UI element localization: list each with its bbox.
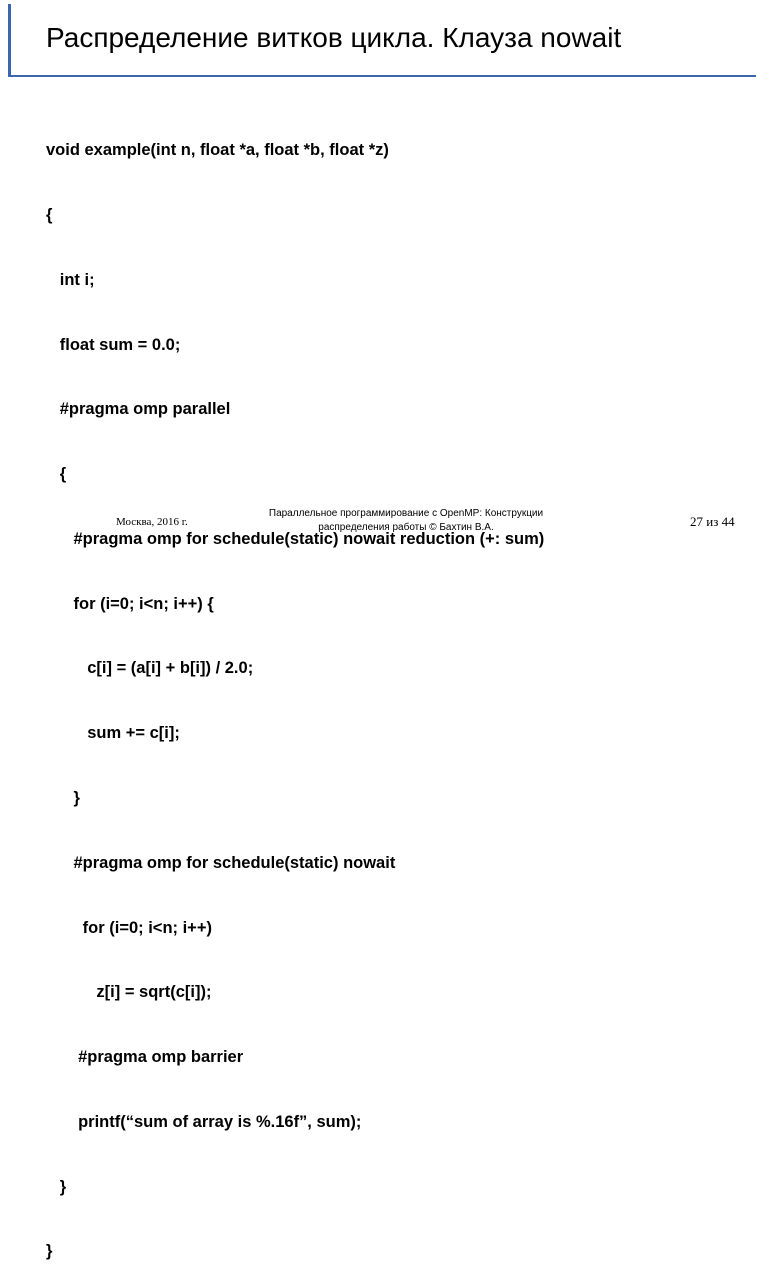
code-line: #pragma omp barrier (46, 1048, 244, 1067)
footer-course-line: распределения работы © Бахтин В.А. (318, 522, 494, 533)
code-line: for (i=0; i<n; i++) { (46, 594, 214, 613)
code-line: { (46, 205, 53, 224)
title-accent-rule-left (8, 4, 11, 76)
code-line: c[i] = (a[i] + b[i]) / 2.0; (46, 659, 254, 678)
code-line: sum += c[i]; (46, 724, 180, 743)
footer-course-line: Параллельное программирование с OpenMP: Конструкции (268, 508, 544, 519)
code-line: float sum = 0.0; (46, 335, 181, 354)
footer-course-info (240, 507, 572, 535)
code-line: #pragma omp for schedule(static) nowait reduction (+: sum) (46, 529, 545, 548)
code-line: } (46, 1177, 67, 1196)
code-line: for (i=0; i<n; i++) (46, 918, 212, 937)
code-line: void example(int n, float *a, float *b, float *z) (46, 141, 389, 160)
code-line: } (46, 789, 80, 807)
code-block (46, 97, 544, 1285)
footer-location-year: Москва, 2016 г. (116, 516, 188, 528)
code-line: int i; (46, 270, 95, 289)
code-line: #pragma omp for schedule(static) nowait (46, 853, 396, 872)
code-line: #pragma omp parallel (46, 400, 231, 419)
page-number: 27 из 44 (690, 514, 735, 529)
code-line: { (46, 465, 67, 484)
code-line: printf(“sum of array is %.16f”, sum); (46, 1112, 362, 1131)
title-accent-rule-bottom (8, 75, 756, 77)
title-bar (8, 4, 756, 76)
slide-title: Распределение витков цикла. Клауза nowait (46, 22, 622, 53)
code-line: } (46, 1242, 53, 1261)
code-line: z[i] = sqrt(c[i]); (46, 983, 212, 1002)
